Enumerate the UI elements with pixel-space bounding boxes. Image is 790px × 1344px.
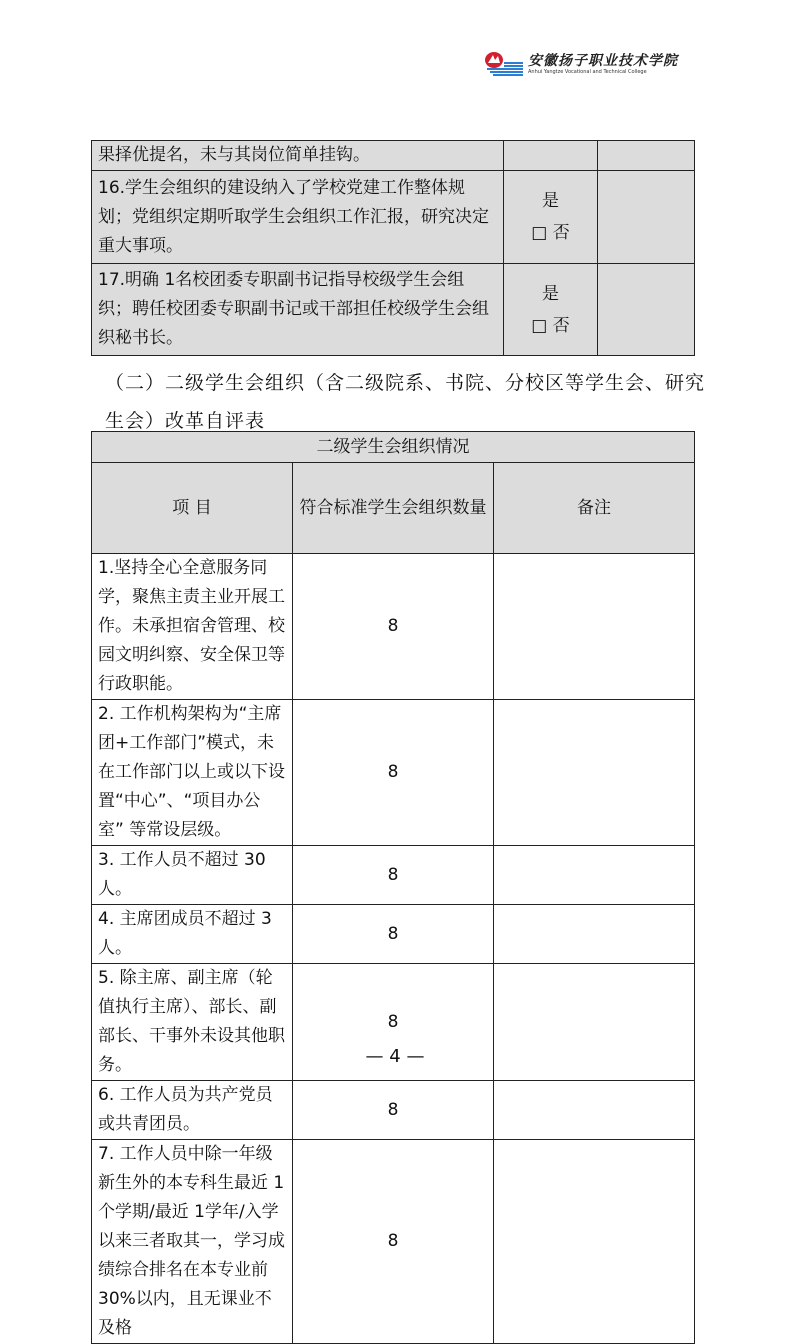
table-row — [92, 905, 695, 964]
note-cell — [494, 905, 695, 964]
college-logo — [484, 50, 678, 80]
table-row — [92, 171, 695, 264]
option-no-checkbox[interactable]: □ 否 — [531, 223, 570, 243]
table-row — [92, 1081, 695, 1140]
note-cell — [494, 846, 695, 905]
note-cell — [598, 141, 695, 171]
section-heading: （二）二级学生会组织（含二级院系、书院、分校区等学生会、研究生会）改革自评表 — [105, 372, 706, 432]
table-row — [92, 141, 695, 171]
count-value: 8 — [293, 964, 494, 1081]
header-item: 项 目 — [92, 463, 293, 554]
option-yes[interactable]: 是 — [542, 191, 560, 211]
table-row — [92, 1140, 695, 1344]
note-cell — [598, 171, 695, 264]
college-name-en: Anhui Yangtze Vocational and Technical College — [528, 69, 647, 75]
option-cell — [503, 141, 598, 171]
note-cell — [494, 1081, 695, 1140]
table-caption-row — [92, 432, 695, 463]
item-text: 2. 工作机构架构为“主席团+工作部门”模式，未 在工作部门以上或以下设置“中心”、“项目办公室” 等常设层级。 — [92, 700, 293, 846]
college-emblem-icon — [484, 50, 524, 78]
count-value: 8 — [293, 1081, 494, 1140]
item-text: 17.明确 1名校团委专职副书记指导校级学生会组织；聘任校团委专职副书记或干部担任校级学生会组织秘书长。 — [92, 264, 504, 356]
count-value: 8 — [293, 846, 494, 905]
note-cell — [598, 264, 695, 356]
count-value: 8 — [293, 554, 494, 700]
item-text: 3. 工作人员不超过 30 人。 — [92, 846, 293, 905]
college-name-cn: 安徽扬子职业技术学院 — [528, 53, 678, 69]
option-cell — [503, 171, 598, 264]
option-yes[interactable]: 是 — [542, 283, 560, 304]
table-row — [92, 700, 695, 846]
note-cell — [494, 1140, 695, 1344]
option-cell — [503, 264, 598, 356]
count-value: 8 — [293, 700, 494, 846]
item-text: 16.学生会组织的建设纳入了学校党建工作整体规划；党组织定期听取学生会组织工作汇报，研究决定重大事项。 — [92, 171, 504, 264]
count-value: 8 — [293, 905, 494, 964]
table-row — [92, 554, 695, 700]
school-level-assessment-table-continued — [91, 140, 695, 356]
count-value: 8 — [293, 1140, 494, 1344]
secondary-level-assessment-table — [91, 431, 695, 1344]
item-text: 4. 主席团成员不超过 3 人。 — [92, 905, 293, 964]
option-no-checkbox[interactable]: □ 否 — [531, 315, 570, 336]
item-text: 1.坚持全心全意服务同学，聚焦主责主业开展工 作。未承担宿舍管理、校园文明纠察、安全保卫等行政职能。 — [92, 554, 293, 700]
table-caption: 二级学生会组织情况 — [92, 432, 695, 463]
header-note: 备注 — [494, 463, 695, 554]
item-text: 果择优提名，未与其岗位简单挂钩。 — [92, 141, 504, 171]
table-header-row — [92, 463, 695, 554]
item-text: 6. 工作人员为共产党员或共青团员。 — [92, 1081, 293, 1140]
note-cell — [494, 700, 695, 846]
item-text: 7. 工作人员中除一年级新生外的本专科生最近 1个学期/最近 1学年/入学以来三者取其一，学习成 绩综合排名在本专业前 30%以内，且无课业不及格 — [92, 1140, 293, 1344]
header-count: 符合标准学生会组织数量 — [293, 463, 494, 554]
item-text: 5. 除主席、副主席（轮值执行主席）、部长、副部长、干事外未设其他职务。 — [92, 964, 293, 1081]
note-cell — [494, 554, 695, 700]
table-row — [92, 846, 695, 905]
table-row — [92, 264, 695, 356]
page-number: — 4 — — [365, 1046, 425, 1067]
